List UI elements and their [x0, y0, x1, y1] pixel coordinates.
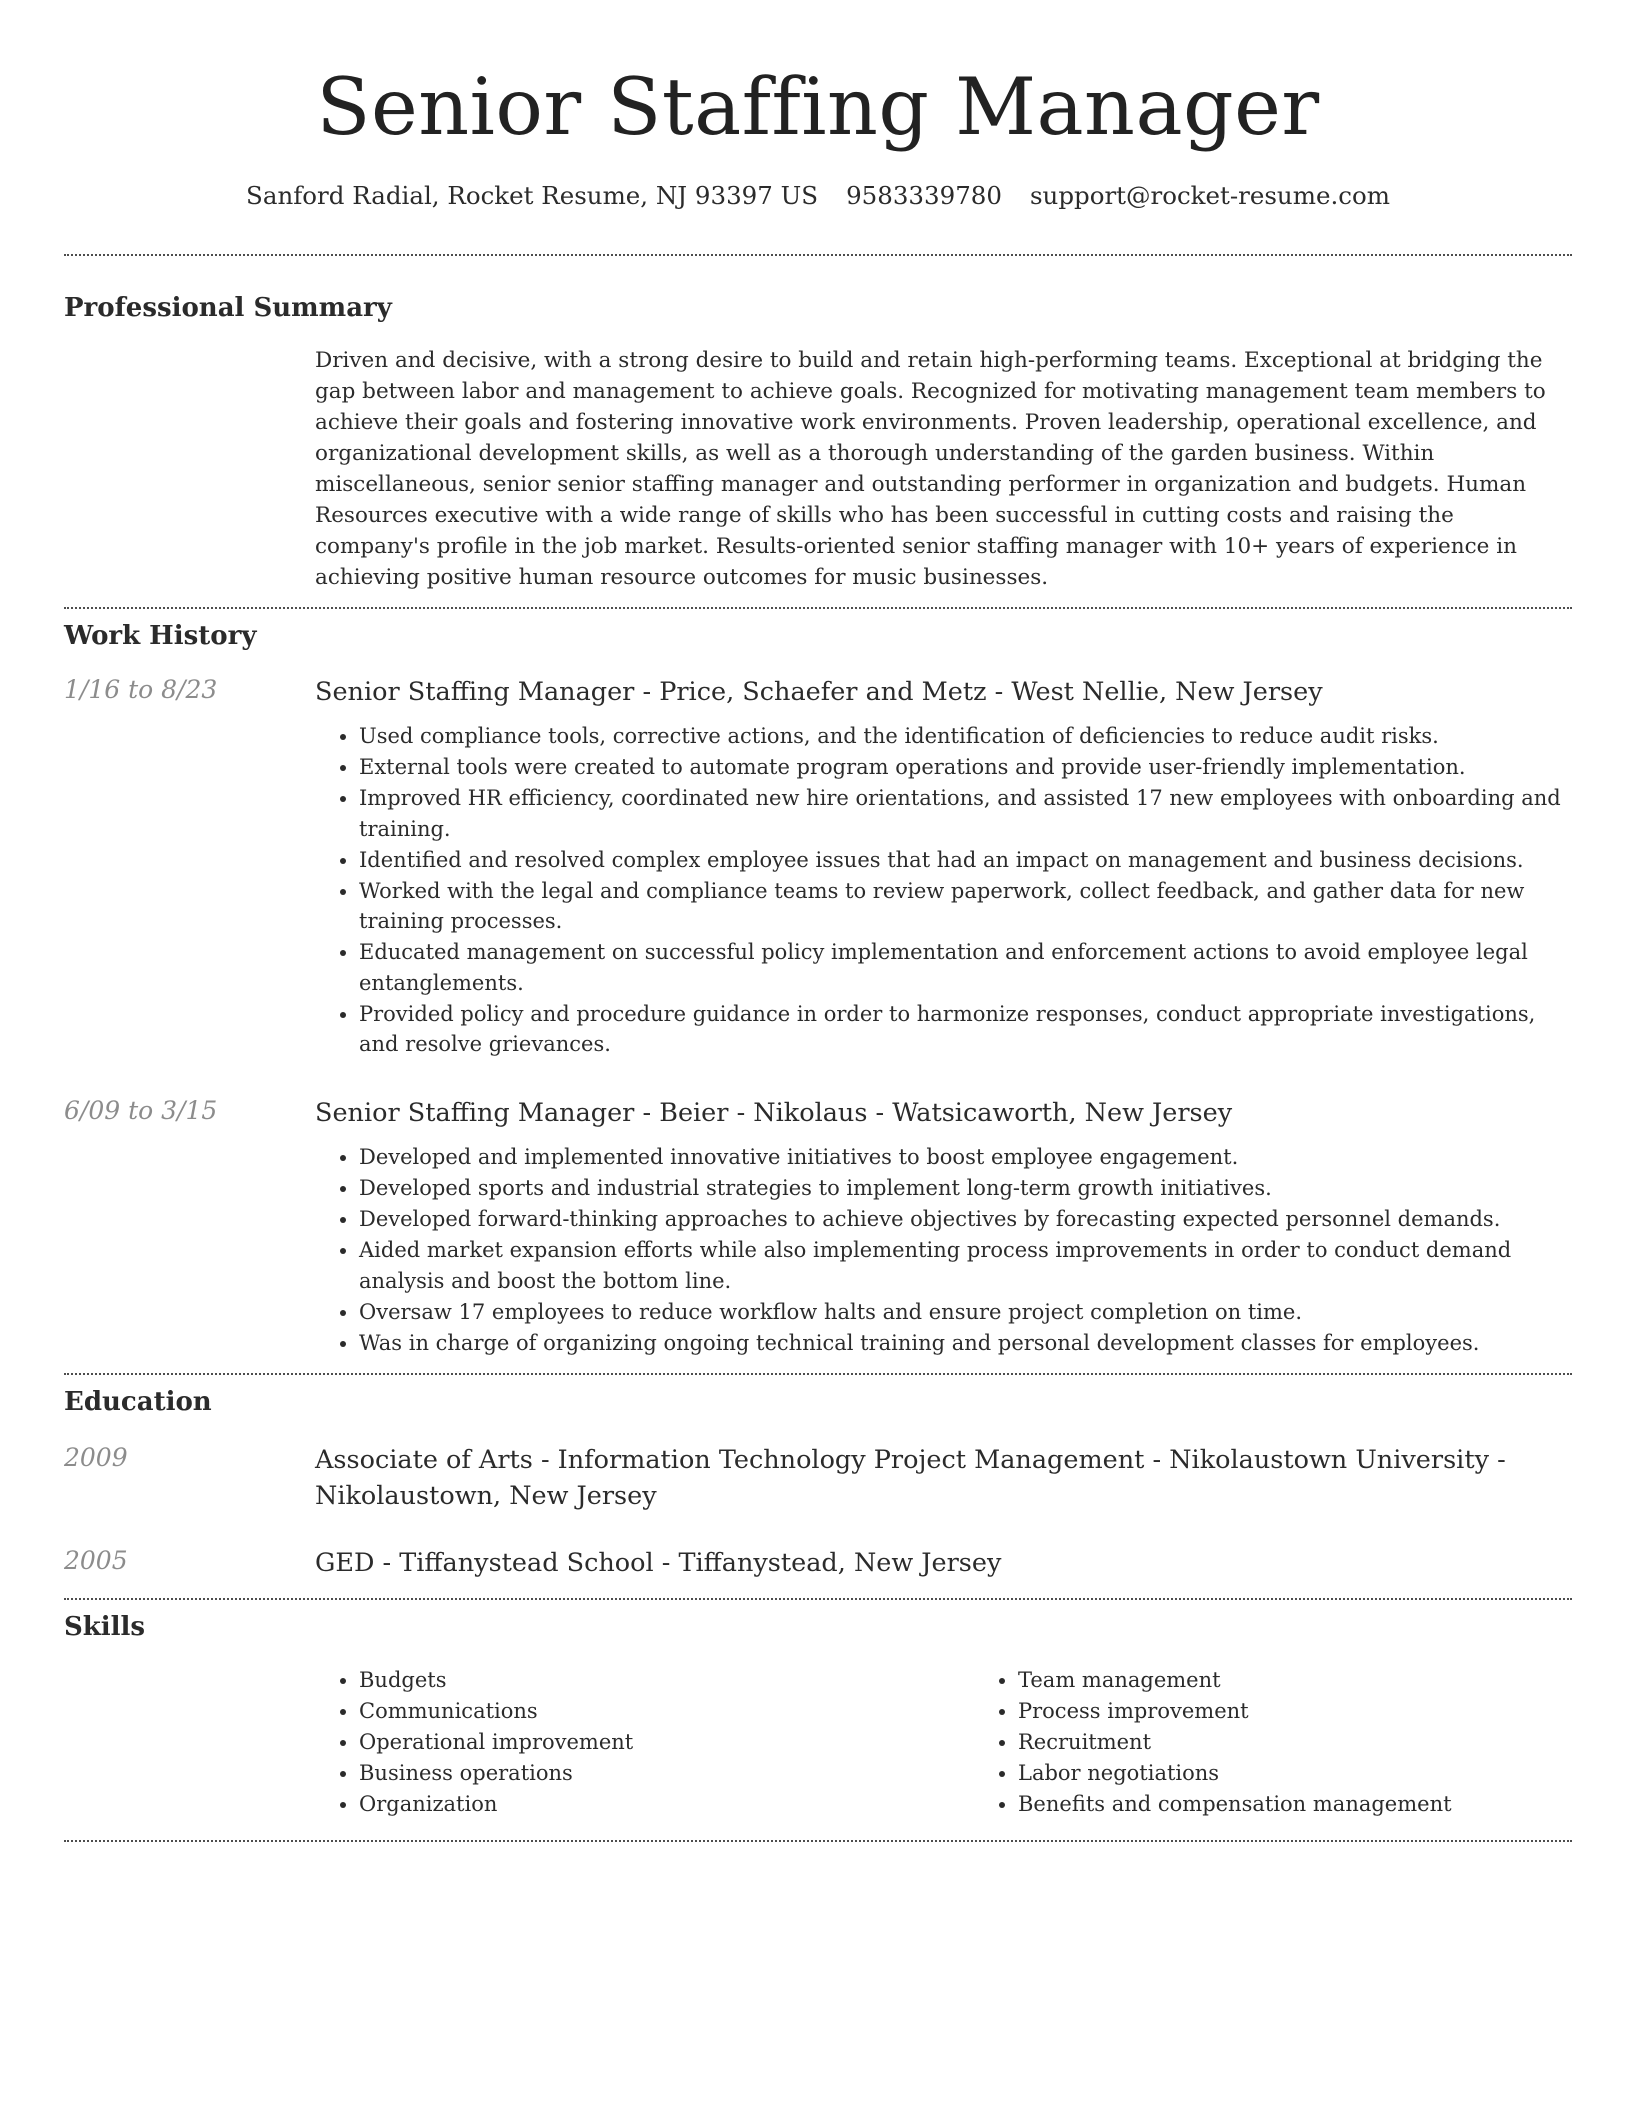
list-item: • Developed and implemented innovative initiatives to boost employee engagement. — [359, 1142, 1572, 1173]
list-item: • Team management — [1018, 1665, 1632, 1696]
job-bullets — [315, 721, 1572, 1060]
contact-email: support@rocket-resume.com — [1029, 181, 1390, 210]
resume-page — [64, 0, 1572, 1842]
list-item: • Organization — [359, 1789, 974, 1820]
list-item: • Educated management on successful policy implementation and enforcement actions to avoid employee legal entanglements. — [359, 937, 1572, 998]
list-item: • Recruitment — [1018, 1727, 1632, 1758]
section-title-summary: Professional Summary — [64, 293, 392, 323]
contact-phone: 9583339780 — [846, 181, 1002, 210]
list-item: • Business operations — [359, 1758, 974, 1789]
list-item: • Communications — [359, 1696, 974, 1727]
divider — [64, 1598, 1572, 1600]
section-title-skills: Skills — [64, 1611, 146, 1642]
list-item: • Developed forward-thinking approaches to achieve objectives by forecasting expected personnel demands. — [359, 1204, 1572, 1235]
skills-columns — [315, 1665, 1632, 1820]
summary-text: Driven and decisive, with a strong desire to build and retain high-performing teams. Exceptional at bridging the gap between labor and management to achieve goals. Recognized for motivating management team members to achieve their goals and fostering innovative work environments. Proven leadership, operational excellence, and organizational development skills, as well as a thorough understanding of the garden business. Within miscellaneous, senior senior staffing manager and outstanding performer in organization and budgets. Human Resources executive with a wide range of skills who has been successful in cutting costs and raising the company's profile in the job market. Results-oriented senior staffing manager with 10+ years of experience in achieving positive human resource outcomes for music businesses. — [315, 348, 1546, 590]
section-title-education: Education — [64, 1386, 212, 1417]
job-entry — [64, 1095, 1572, 1359]
list-item: • Benefits and compensation management — [1018, 1789, 1632, 1820]
list-item: • Operational improvement — [359, 1727, 974, 1758]
list-item: • Worked with the legal and compliance teams to review paperwork, collect feedback, and gather data for new training processes. — [359, 876, 1572, 937]
divider — [64, 1373, 1572, 1375]
divider — [64, 1840, 1572, 1842]
job-dates: 6/09 to 3/15 — [64, 1096, 218, 1125]
list-item: • Budgets — [359, 1665, 974, 1696]
contact-address: Sanford Radial, Rocket Resume, NJ 93397 US — [246, 181, 819, 210]
education-year: 2005 — [64, 1545, 128, 1575]
list-item: • Oversaw 17 employees to reduce workflow halts and ensure project completion on time. — [359, 1297, 1572, 1328]
list-item: • Process improvement — [1018, 1696, 1632, 1727]
contact-line — [64, 180, 1572, 212]
list-item: • Used compliance tools, corrective actions, and the identification of deficiencies to reduce audit risks. — [359, 721, 1572, 752]
job-bullets — [315, 1142, 1572, 1358]
job-entry — [64, 674, 1572, 1060]
education-entry — [64, 1442, 1572, 1514]
skills-row — [64, 1665, 1572, 1820]
job-heading: Senior Staffing Manager - Price, Schaefer and Metz - West Nellie, New Jersey — [315, 677, 1323, 707]
list-item: • Aided market expansion efforts while also implementing process improvements in order to conduct demand analysis and boost the bottom line. — [359, 1235, 1572, 1296]
skills-list-left — [315, 1665, 974, 1820]
list-item: • Improved HR efficiency, coordinated new hire orientations, and assisted 17 new employees with onboarding and training. — [359, 783, 1572, 844]
summary-row — [64, 345, 1572, 593]
list-item: • Was in charge of organizing ongoing technical training and personal development classes for employees. — [359, 1328, 1572, 1359]
divider — [64, 607, 1572, 609]
divider — [64, 254, 1572, 256]
job-heading: Senior Staffing Manager - Beier - Nikolaus - Watsicaworth, New Jersey — [315, 1098, 1233, 1128]
list-item: • Identified and resolved complex employee issues that had an impact on management and business decisions. — [359, 845, 1572, 876]
list-item: • Provided policy and procedure guidance in order to harmonize responses, conduct appropriate investigations, and resolve grievances. — [359, 999, 1572, 1060]
candidate-name: Senior Staffing Manager — [316, 61, 1320, 153]
list-item: • Developed sports and industrial strategies to implement long-term growth initiatives. — [359, 1173, 1572, 1204]
skills-list-right — [974, 1665, 1632, 1820]
list-item: • Labor negotiations — [1018, 1758, 1632, 1789]
education-year: 2009 — [64, 1442, 128, 1472]
list-item: • External tools were created to automate program operations and provide user-friendly implementation. — [359, 752, 1572, 783]
job-dates: 1/16 to 8/23 — [64, 675, 218, 704]
education-heading: GED - Tiffanystead School - Tiffanystead, New Jersey — [315, 1547, 1002, 1578]
education-entry — [64, 1545, 1572, 1581]
education-heading: Associate of Arts - Information Technology Project Management - Nikolaustown University - Nikolaustown, New Jersey — [315, 1444, 1506, 1511]
section-title-work: Work History — [64, 621, 257, 651]
